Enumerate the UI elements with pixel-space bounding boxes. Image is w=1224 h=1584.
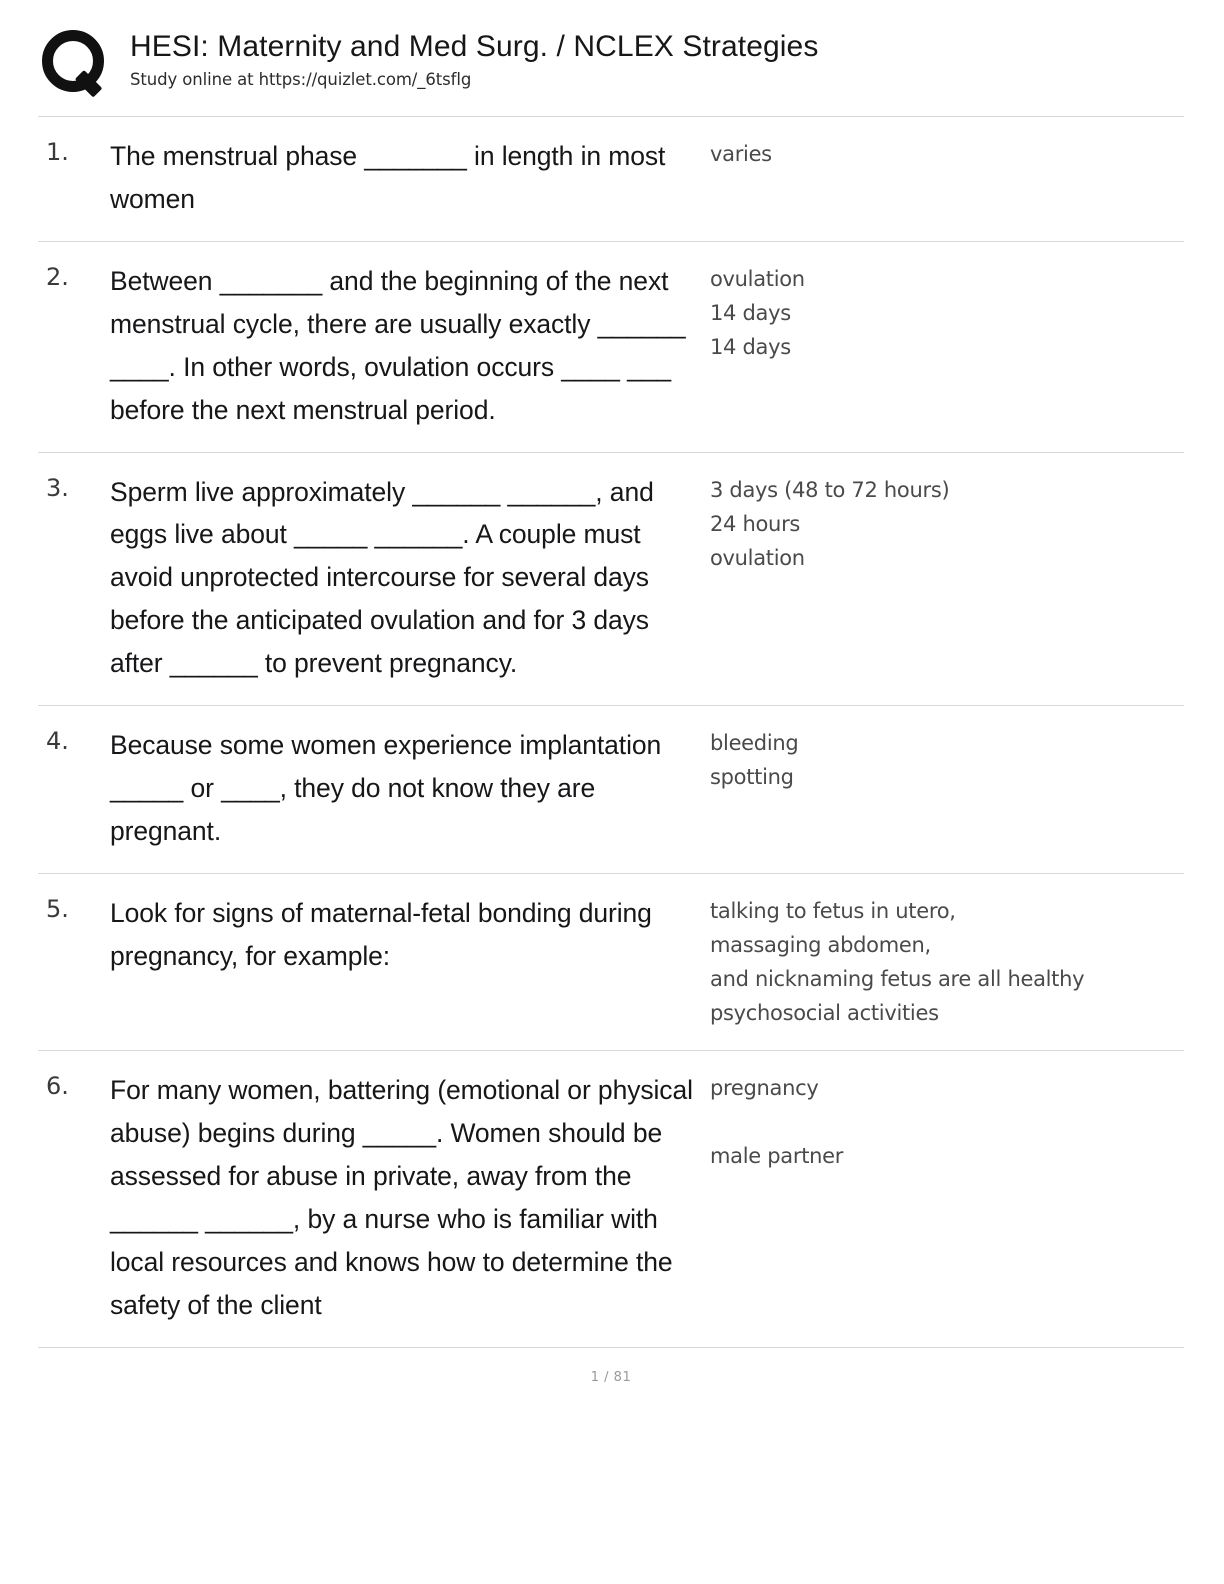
definition-line: ovulation [710,266,805,291]
list-item [38,117,1184,242]
item-number: 2. [46,262,69,291]
item-term: Between _______ and the beginning of the next menstrual cycle, there are usually exactly ______ ____. In other words, ovulation occurs ____ ___ before the next menstrual period. [110,265,686,425]
definition-line: 14 days [710,300,791,325]
item-number: 3. [46,473,69,502]
definition-line: 3 days (48 to 72 hours) [710,477,950,502]
item-definition [710,260,1184,364]
definition-line: 24 hours [710,511,801,536]
item-definition [710,471,1184,575]
item-definition [710,1069,1184,1173]
definition-line: spotting [710,765,794,790]
definition-line: talking to fetus in utero, [710,898,956,923]
list-item [38,242,1184,453]
page-title: HESI: Maternity and Med Surg. / NCLEX Strategies [130,30,819,63]
definition-line: male partner [710,1144,844,1168]
item-term: Because some women experience implantation _____ or ____, they do not know they are pregnant. [110,730,662,846]
card-list [38,116,1184,1348]
item-number: 4. [46,727,69,756]
list-item [38,1051,1184,1348]
definition-line: and nicknaming fetus are all healthy psychosocial activities [710,966,1091,1025]
definition-line: pregnancy [710,1075,819,1100]
item-term: Sperm live approximately ______ ______, and eggs live about _____ ______. A couple must avoid unprotected intercourse for several days before the anticipated ovulation and for 3 days after ______ to prevent pregnancy. [110,476,654,679]
document-header [38,26,1184,102]
definition-line: ovulation [710,545,805,570]
list-item [38,874,1184,1051]
definition-line: bleeding [710,731,799,756]
item-number: 6. [46,1071,69,1100]
item-definition [710,724,1184,794]
list-item [38,453,1184,707]
item-term: Look for signs of maternal-fetal bonding during pregnancy, for example: [110,897,652,971]
item-number: 5. [46,894,69,923]
definition-line: massaging abdomen, [710,932,931,957]
header-text-block [114,26,818,89]
item-term: The menstrual phase _______ in length in most women [110,141,666,214]
page-indicator: 1 / 81 [590,1369,632,1385]
study-link[interactable]: Study online at https://quizlet.com/_6tsflg [130,69,472,89]
item-term: For many women, battering (emotional or physical abuse) begins during _____. Women should be assessed for abuse in private, away from the ______ ______, by a nurse who is familiar with local resources and knows how to determine the safety of the client [110,1074,693,1320]
item-number: 1. [46,138,69,166]
item-definition [710,135,1184,171]
quizlet-logo-icon [40,28,114,102]
definition-line: varies [710,142,772,166]
definition-line: 14 days [710,334,791,359]
item-definition [710,892,1184,1030]
definition-line [710,1105,1184,1139]
list-item [38,706,1184,874]
